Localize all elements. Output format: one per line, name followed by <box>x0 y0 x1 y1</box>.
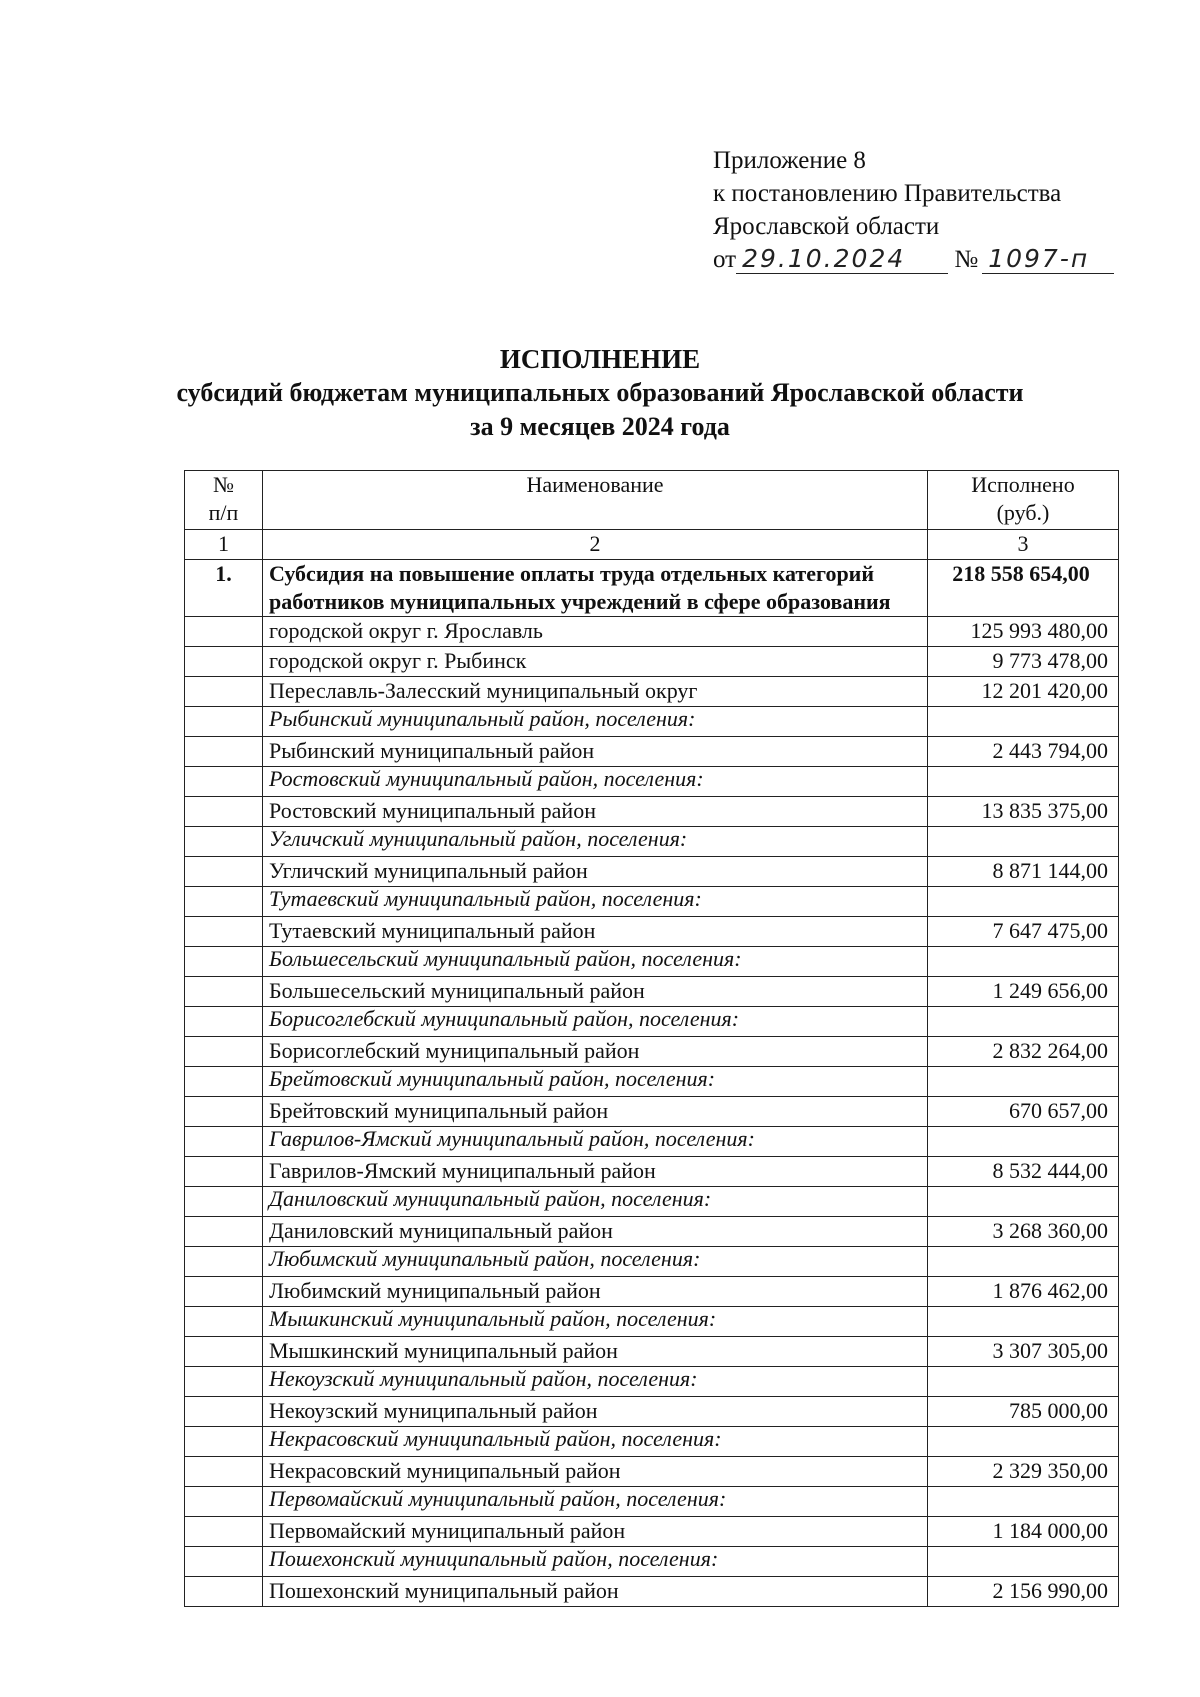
row-index-cell <box>185 1367 263 1397</box>
table-row <box>185 1367 1119 1397</box>
table-row <box>185 1217 1119 1247</box>
subsidy-table <box>184 470 1119 1607</box>
table-row <box>185 1007 1119 1037</box>
row-index-cell <box>185 1037 263 1067</box>
row-amount: 12 201 420,00 <box>928 677 1119 707</box>
section-title: Субсидия на повышение оплаты труда отдельных категорий работников муниципальных учреждений в сфере образования <box>263 560 928 617</box>
row-index-cell <box>185 1007 263 1037</box>
row-index-cell <box>185 857 263 887</box>
header-name: Наименование <box>263 471 928 530</box>
table-row <box>185 1517 1119 1547</box>
subsidy-table-body <box>185 471 1119 1607</box>
row-amount <box>928 947 1119 977</box>
document-title: ИСПОЛНЕНИЕ <box>499 344 701 374</box>
header-amount: Исполнено (руб.) <box>928 471 1119 530</box>
annex-line-1: Приложение 8 <box>713 147 866 174</box>
row-amount: 670 657,00 <box>928 1097 1119 1127</box>
row-amount <box>928 1127 1119 1157</box>
row-index-cell <box>185 797 263 827</box>
row-name: Брейтовский муниципальный район <box>263 1097 928 1127</box>
annex-line-2: к постановлению Правительства <box>713 180 1062 207</box>
row-name: городской округ г. Ярославль <box>263 617 928 647</box>
table-row <box>185 1577 1119 1607</box>
row-name: Угличский муниципальный район, поселения: <box>263 827 928 857</box>
table-row <box>185 1487 1119 1517</box>
row-name: Тутаевский муниципальный район, поселения: <box>263 887 928 917</box>
row-index-cell <box>185 1097 263 1127</box>
row-index-cell <box>185 1217 263 1247</box>
table-row <box>185 1337 1119 1367</box>
row-name: Пошехонский муниципальный район, поселения: <box>263 1547 928 1577</box>
row-name: Ростовский муниципальный район <box>263 797 928 827</box>
row-amount: 125 993 480,00 <box>928 617 1119 647</box>
row-name: Борисоглебский муниципальный район, поселения: <box>263 1007 928 1037</box>
column-number: 3 <box>928 530 1119 560</box>
row-name: Первомайский муниципальный район <box>263 1517 928 1547</box>
row-amount: 1 184 000,00 <box>928 1517 1119 1547</box>
row-index-cell <box>185 1457 263 1487</box>
row-name: Любимский муниципальный район, поселения: <box>263 1247 928 1277</box>
row-index-cell <box>185 737 263 767</box>
row-name: Брейтовский муниципальный район, поселения: <box>263 1067 928 1097</box>
row-amount <box>928 1307 1119 1337</box>
row-amount: 2 156 990,00 <box>928 1577 1119 1607</box>
row-amount <box>928 1547 1119 1577</box>
row-index-cell <box>185 827 263 857</box>
row-amount <box>928 1187 1119 1217</box>
table-row <box>185 1427 1119 1457</box>
number-sign: № <box>954 246 979 273</box>
date-prefix: от <box>713 246 737 273</box>
row-name: Рыбинский муниципальный район, поселения: <box>263 707 928 737</box>
annex-block <box>713 144 1114 276</box>
row-name: Пошехонский муниципальный район <box>263 1577 928 1607</box>
handwritten-date: 29.10.2024 <box>736 245 948 274</box>
handwritten-number: 1097-п <box>982 245 1114 274</box>
row-index-cell <box>185 1067 263 1097</box>
row-amount <box>928 767 1119 797</box>
section-amount: 218 558 654,00 <box>928 560 1119 617</box>
row-name: Даниловский муниципальный район <box>263 1217 928 1247</box>
table-row <box>185 947 1119 977</box>
table-row <box>185 797 1119 827</box>
row-index-cell <box>185 1307 263 1337</box>
row-index-cell <box>185 1517 263 1547</box>
table-row <box>185 857 1119 887</box>
table-row <box>185 767 1119 797</box>
table-row <box>185 977 1119 1007</box>
table-row <box>185 1097 1119 1127</box>
row-name: Некрасовский муниципальный район, поселения: <box>263 1427 928 1457</box>
row-name: Мышкинский муниципальный район <box>263 1337 928 1367</box>
row-amount: 1 876 462,00 <box>928 1277 1119 1307</box>
row-index-cell <box>185 1337 263 1367</box>
row-name: Гаврилов-Ямский муниципальный район, поселения: <box>263 1127 928 1157</box>
row-index-cell <box>185 1247 263 1277</box>
column-number: 2 <box>263 530 928 560</box>
table-row <box>185 1307 1119 1337</box>
row-amount: 2 443 794,00 <box>928 737 1119 767</box>
row-amount <box>928 707 1119 737</box>
table-row <box>185 1187 1119 1217</box>
row-amount: 8 532 444,00 <box>928 1157 1119 1187</box>
row-amount <box>928 1067 1119 1097</box>
row-index-cell <box>185 1277 263 1307</box>
row-name: Любимский муниципальный район <box>263 1277 928 1307</box>
table-row <box>185 1457 1119 1487</box>
row-name: Гаврилов-Ямский муниципальный район <box>263 1157 928 1187</box>
row-amount: 2 832 264,00 <box>928 1037 1119 1067</box>
table-row <box>185 707 1119 737</box>
document-subtitle-2: за 9 месяцев 2024 года <box>470 412 730 441</box>
annex-line-3: Ярославской области <box>713 213 940 240</box>
table-header-row <box>185 471 1119 530</box>
table-row <box>185 1037 1119 1067</box>
row-amount: 3 268 360,00 <box>928 1217 1119 1247</box>
row-index-cell <box>185 1397 263 1427</box>
table-row <box>185 737 1119 767</box>
row-index-cell <box>185 977 263 1007</box>
row-index-cell <box>185 917 263 947</box>
row-index-cell <box>185 1427 263 1457</box>
table-row <box>185 1247 1119 1277</box>
row-name: Некоузский муниципальный район, поселения: <box>263 1367 928 1397</box>
row-name: Даниловский муниципальный район, поселения: <box>263 1187 928 1217</box>
table-row <box>185 677 1119 707</box>
row-index-cell <box>185 1157 263 1187</box>
row-amount: 7 647 475,00 <box>928 917 1119 947</box>
row-amount: 9 773 478,00 <box>928 647 1119 677</box>
row-amount: 1 249 656,00 <box>928 977 1119 1007</box>
row-index-cell <box>185 1127 263 1157</box>
row-index-cell <box>185 947 263 977</box>
document-subtitle-1: субсидий бюджетам муниципальных образований Ярославской области <box>176 378 1024 407</box>
row-amount: 2 329 350,00 <box>928 1457 1119 1487</box>
row-name: Первомайский муниципальный район, поселения: <box>263 1487 928 1517</box>
row-name: Большесельский муниципальный район, поселения: <box>263 947 928 977</box>
column-number: 1 <box>185 530 263 560</box>
table-row <box>185 1067 1119 1097</box>
row-name: Некрасовский муниципальный район <box>263 1457 928 1487</box>
row-name: Борисоглебский муниципальный район <box>263 1037 928 1067</box>
table-row <box>185 1157 1119 1187</box>
row-amount <box>928 1427 1119 1457</box>
row-index-cell <box>185 887 263 917</box>
row-amount: 8 871 144,00 <box>928 857 1119 887</box>
row-name: Большесельский муниципальный район <box>263 977 928 1007</box>
row-name: Некоузский муниципальный район <box>263 1397 928 1427</box>
row-name: Мышкинский муниципальный район, поселения: <box>263 1307 928 1337</box>
row-amount: 3 307 305,00 <box>928 1337 1119 1367</box>
row-name: Рыбинский муниципальный район <box>263 737 928 767</box>
row-index-cell <box>185 1187 263 1217</box>
row-amount <box>928 1367 1119 1397</box>
row-name: Переславль-Залесский муниципальный округ <box>263 677 928 707</box>
table-row <box>185 1397 1119 1427</box>
row-index-cell <box>185 1547 263 1577</box>
table-row <box>185 827 1119 857</box>
row-index-cell <box>185 1487 263 1517</box>
row-name: Угличский муниципальный район <box>263 857 928 887</box>
table-row <box>185 1547 1119 1577</box>
table-row <box>185 1277 1119 1307</box>
annex-line-4 <box>713 243 1114 276</box>
table-row <box>185 1127 1119 1157</box>
row-amount <box>928 1007 1119 1037</box>
table-row <box>185 647 1119 677</box>
header-number: № п/п <box>185 471 263 530</box>
row-name: городской округ г. Рыбинск <box>263 647 928 677</box>
row-amount <box>928 1247 1119 1277</box>
row-name: Ростовский муниципальный район, поселения: <box>263 767 928 797</box>
row-index-cell <box>185 647 263 677</box>
table-row <box>185 917 1119 947</box>
row-amount <box>928 827 1119 857</box>
row-index-cell <box>185 707 263 737</box>
row-amount: 13 835 375,00 <box>928 797 1119 827</box>
table-row <box>185 617 1119 647</box>
row-index-cell <box>185 617 263 647</box>
row-index-cell <box>185 677 263 707</box>
row-amount <box>928 887 1119 917</box>
row-name: Тутаевский муниципальный район <box>263 917 928 947</box>
row-amount <box>928 1487 1119 1517</box>
row-index-cell <box>185 1577 263 1607</box>
row-index-cell <box>185 767 263 797</box>
column-number-row <box>185 530 1119 560</box>
table-row <box>185 887 1119 917</box>
row-amount: 785 000,00 <box>928 1397 1119 1427</box>
section-index: 1. <box>185 560 263 617</box>
document-heading <box>0 342 1200 444</box>
section-row <box>185 560 1119 617</box>
